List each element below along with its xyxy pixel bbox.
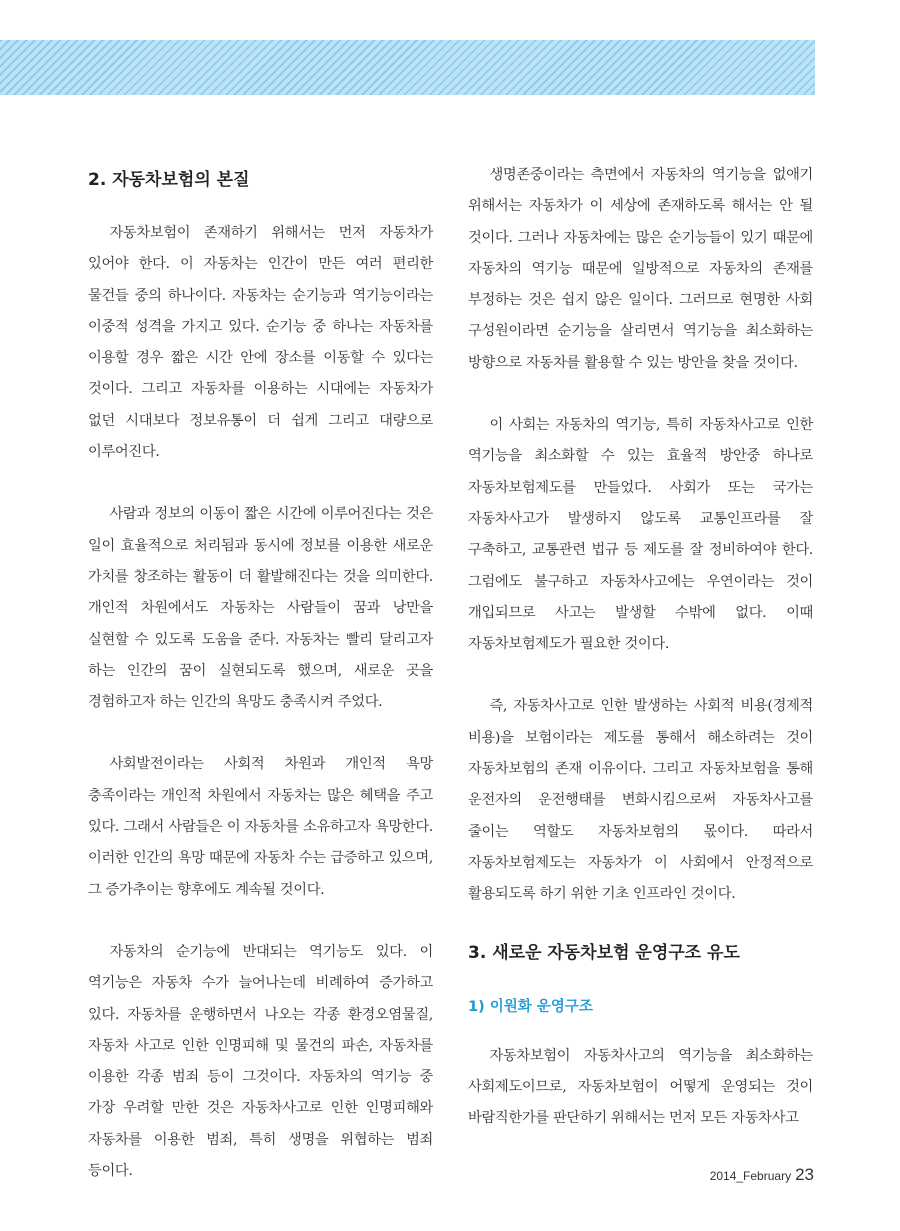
right-column [468, 160, 813, 1134]
left-column [88, 160, 433, 1187]
section-heading-3: 3. 새로운 자동차보험 운영구조 유도 [468, 942, 740, 963]
paragraph: 즉, 자동차사고로 인한 발생하는 사회적 비용(경제적 비용)을 보험이라는 제도를 통해서 해소하려는 것이 자동차보험의 존재 이유이다. 그리고 자동차보험을 통해 운전자의 운전행태를 변화시킴으로써 자동차사고를 줄이는 역할도 자동차보험의 몫이다. 따라서 자동차보험제도는 자동차가 이 사회에서 안정적으로 활용되도록 하기 위한 기초 인프라인 것이다. [468, 698, 813, 903]
paragraph: 자동차보험이 존재하기 위해서는 먼저 자동차가 있어야 한다. 이 자동차는 인간이 만든 여러 편리한 물건들 중의 하나이다. 자동차는 순기능과 역기능이라는 이중적 성격을 가지고 있다. 순기능 중 하나는 자동차를 이용할 경우 짧은 시간 안에 장소를 이동할 수 있다는 것이다. 그리고 자동차를 이용하는 시대에는 자동차가 없던 시대보다 정보유통이 더 쉽게 그리고 대량으로 이루어진다. [88, 225, 433, 461]
paragraph: 자동차의 순기능에 반대되는 역기능도 있다. 이 역기능은 자동차 수가 늘어나는데 비례하여 증가하고 있다. 자동차를 운행하면서 나오는 각종 환경오염물질, 자동차 사고로 인한 인명피해 및 물건의 파손, 자동차를 이용한 각종 범죄 등이 그것이다. 자동차의 역기능 중 가장 우려할 만한 것은 자동차사고로 인한 인명피해와 자동차를 이용한 범죄, 특히 생명을 위협하는 범죄 등이다. [88, 943, 433, 1180]
paragraph: 자동차보험이 자동차사고의 역기능을 최소화하는 사회제도이므로, 자동차보험이 어떻게 운영되는 것이 바람직한가를 판단하기 위해서는 먼저 모든 자동차사고 [468, 1047, 813, 1127]
subheading: 1) 이원화 운영구조 [468, 998, 593, 1015]
section-heading-2: 2. 자동차보험의 본질 [88, 170, 250, 190]
page-number: 23 [795, 1165, 814, 1184]
paragraph: 생명존중이라는 측면에서 자동차의 역기능을 없애기 위해서는 자동차가 이 세상에 존재하도록 해서는 안 될 것이다. 그러나 자동차에는 많은 순기능들이 있기 때문에 자동차의 역기능 때문에 일방적으로 자동차의 존재를 부정하는 것은 쉽지 않은 일이다. 그러므로 현명한 사회 구성원이라면 순기능을 살리면서 역기능을 최소화하는 방향으로 자동차를 활용할 수 있는 방안을 찾을 것이다. [468, 167, 813, 371]
paragraph: 사람과 정보의 이동이 짧은 시간에 이루어진다는 것은 일이 효율적으로 처리됨과 동시에 정보를 이용한 새로운 가치를 창조하는 활동이 더 활발해진다는 것을 의미한다. 개인적 차원에서도 자동차는 사람들이 꿈과 낭만을 실현할 수 있도록 도움을 준다. 자동차는 빨리 달리고자 하는 인간의 꿈이 실현되도록 했으며, 새로운 곳을 경험하고자 하는 인간의 욕망도 충족시켜 주었다. [88, 506, 433, 711]
issue-label: 2014_February [709, 1169, 792, 1183]
header-banner [0, 40, 815, 95]
paragraph: 사회발전이라는 사회적 차원과 개인적 욕망 충족이라는 개인적 차원에서 자동차는 많은 혜택을 주고 있다. 그래서 사람들은 이 자동차를 소유하고자 욕망한다. 이러한 인간의 욕망 때문에 자동차 수는 급증하고 있으며, 그 증가추이는 향후에도 계속될 것이다. [88, 756, 433, 898]
page-footer [710, 1165, 814, 1185]
paragraph: 이 사회는 자동차의 역기능, 특히 자동차사고로 인한 역기능을 최소화할 수 있는 효율적 방안중 하나로 자동차보험제도를 만들었다. 사회가 또는 국가는 자동차사고가 발생하지 않도록 교통인프라를 잘 구축하고, 교통관련 법규 등 제도를 잘 정비하여야 한다. 그럼에도 불구하고 자동차사고에는 우연이라는 것이 개입되므로 사고는 발생할 수밖에 없다. 이때 자동차보험제도가 필요한 것이다. [468, 417, 813, 653]
